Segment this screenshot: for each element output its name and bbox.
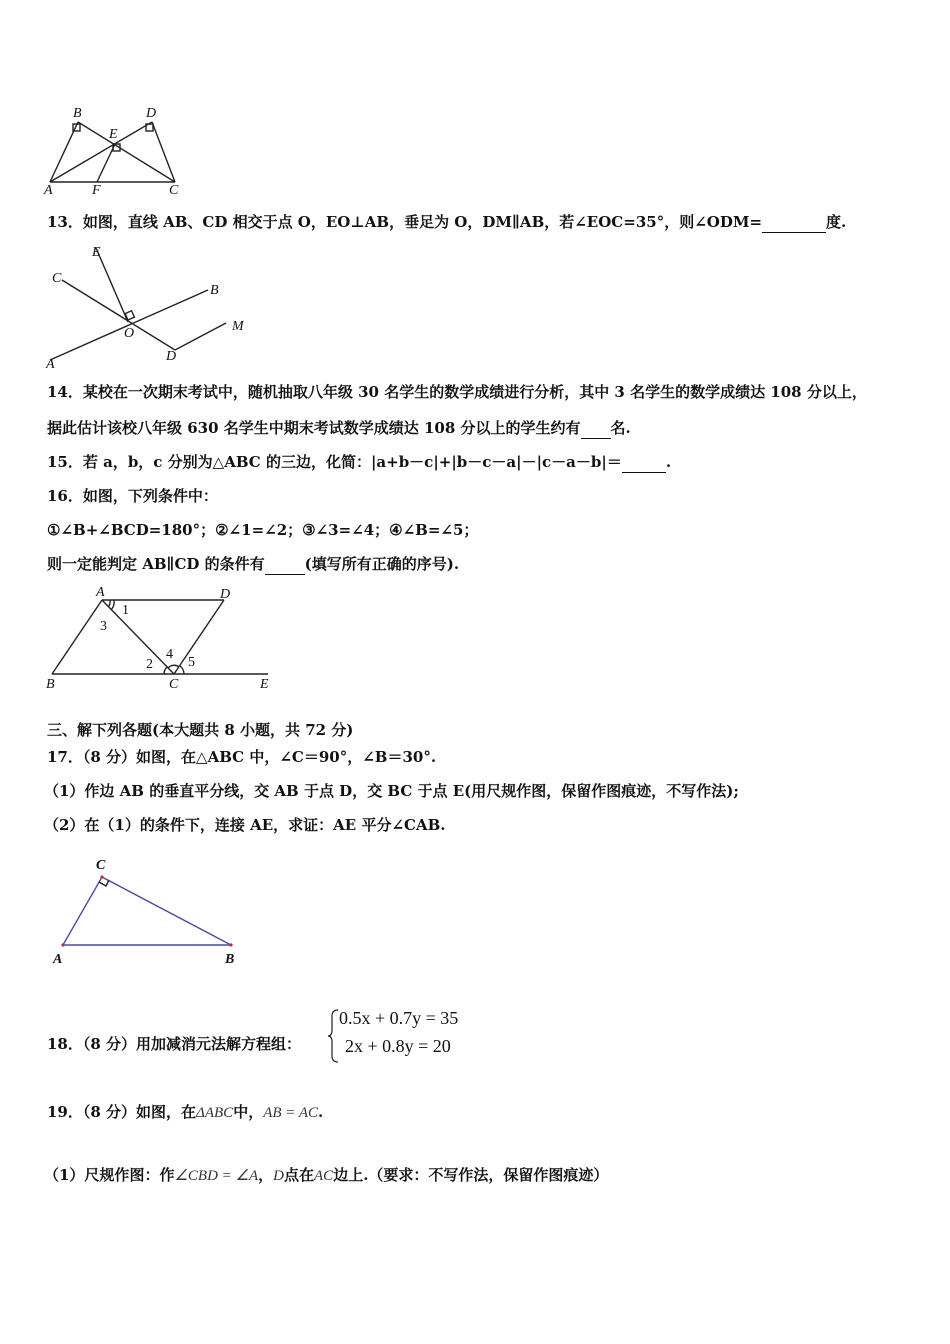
label-F: F	[92, 183, 101, 195]
q16-blank	[265, 554, 305, 575]
question-16-conditions: ①∠B+∠BCD=180°；②∠1=∠2；③∠3=∠4；④∠B=∠5；	[47, 521, 479, 539]
q19-point-d: D	[273, 1168, 284, 1184]
q15-tail: .	[665, 453, 672, 471]
q19-mid: 中，	[233, 1103, 264, 1121]
label-C: C	[169, 677, 179, 692]
angle-3: 3	[100, 619, 107, 634]
label-D: D	[146, 106, 157, 121]
question-18	[47, 1034, 301, 1054]
question-17-title: 17．（8 分）如图，在△ABC 中，∠C＝90°，∠B＝30°.	[47, 748, 437, 766]
label-E: E	[260, 677, 269, 692]
question-15	[47, 452, 671, 473]
question-17-part-1: （1）作边 AB 的垂直平分线，交 AB 于点 D，交 BC 于点 E(用尺规作图，保留作图痕迹，不写作法);	[44, 782, 739, 800]
label-C: C	[169, 183, 179, 195]
q15-text: 15．若 a，b，c 分别为△ABC 的三边，化简：|a+b－c|+|b－c－a|－|c－a－b|＝	[47, 453, 622, 471]
figure-q13	[40, 236, 270, 370]
angle-2: 2	[146, 657, 153, 672]
q19-angle-eq: ∠CBD = ∠A	[174, 1168, 259, 1184]
label-M: M	[232, 319, 244, 334]
q18-equation-2: 2x + 0.8y = 20	[345, 1036, 451, 1056]
q19-end: .	[318, 1103, 324, 1121]
q14-text: 据此估计该校八年级 630 名学生中期末考试数学成绩达 108 分以上的学生约有	[47, 419, 581, 437]
figure-q16	[40, 582, 280, 694]
label-E: E	[92, 245, 101, 260]
label-D: D	[220, 587, 231, 602]
q19-p1a: （1）尺规作图：作	[44, 1166, 175, 1184]
label-A: A	[44, 183, 53, 195]
q19-side-ac: AC	[314, 1168, 334, 1184]
q19-equality: AB = AC	[263, 1105, 319, 1121]
q14-blank	[581, 418, 611, 439]
question-19	[47, 1102, 323, 1123]
q15-blank	[622, 452, 666, 473]
q14-tail: 名.	[610, 419, 631, 437]
q19-p1g: 边上.（要求：不写作法，保留作图痕迹）	[333, 1166, 609, 1184]
question-17-part-2: （2）在（1）的条件下，连接 AE，求证：AE 平分∠CAB.	[44, 816, 446, 834]
question-16-ask	[47, 554, 459, 575]
label-B: B	[46, 677, 55, 692]
label-B: B	[225, 952, 235, 967]
equation-system-brace	[326, 1008, 340, 1064]
label-A: A	[46, 357, 55, 370]
question-14-line-2	[47, 418, 631, 439]
q16-ask-text: 则一定能判定 AB∥CD 的条件有	[47, 555, 265, 573]
question-19-part-1	[44, 1165, 608, 1186]
label-B: B	[210, 283, 219, 298]
q13-tail: 度.	[826, 213, 847, 231]
figure-q12	[40, 100, 200, 195]
q13-blank	[762, 212, 826, 233]
q19-triangle: ΔABC	[196, 1105, 234, 1121]
angle-1: 1	[122, 603, 129, 618]
figure-q17	[45, 853, 245, 968]
label-A: A	[53, 952, 63, 967]
q16-ask-tail: (填写所有正确的序号).	[304, 555, 460, 573]
question-16-title: 16．如图，下列条件中：	[47, 487, 218, 505]
angle-5: 5	[188, 655, 195, 670]
q19-prefix: 19．（8 分）如图，在	[47, 1103, 197, 1121]
angle-4: 4	[166, 647, 173, 662]
label-D: D	[166, 349, 177, 364]
label-B: B	[73, 106, 82, 121]
q18-equation-1: 0.5x + 0.7y = 35	[339, 1008, 459, 1028]
q19-p1c: ，	[258, 1166, 274, 1184]
q19-p1e: 点在	[284, 1166, 315, 1184]
label-C: C	[52, 271, 62, 286]
q18-text: 18．（8 分）用加减消元法解方程组：	[47, 1035, 302, 1053]
label-E: E	[109, 127, 118, 142]
question-13	[47, 212, 846, 233]
label-C: C	[96, 858, 106, 873]
label-O: O	[124, 326, 135, 341]
q13-text: 13．如图，直线 AB、CD 相交于点 O，EO⊥AB，垂足为 O，DM∥AB，若∠EOC=35°，则∠ODM=	[47, 213, 763, 231]
question-14-line-1: 14．某校在一次期末考试中，随机抽取八年级 30 名学生的数学成绩进行分析，其中 3 名学生的数学成绩达 108 分以上，	[47, 383, 867, 401]
section-3-title: 三、解下列各题(本大题共 8 小题，共 72 分)	[47, 721, 354, 739]
label-A: A	[96, 585, 105, 600]
